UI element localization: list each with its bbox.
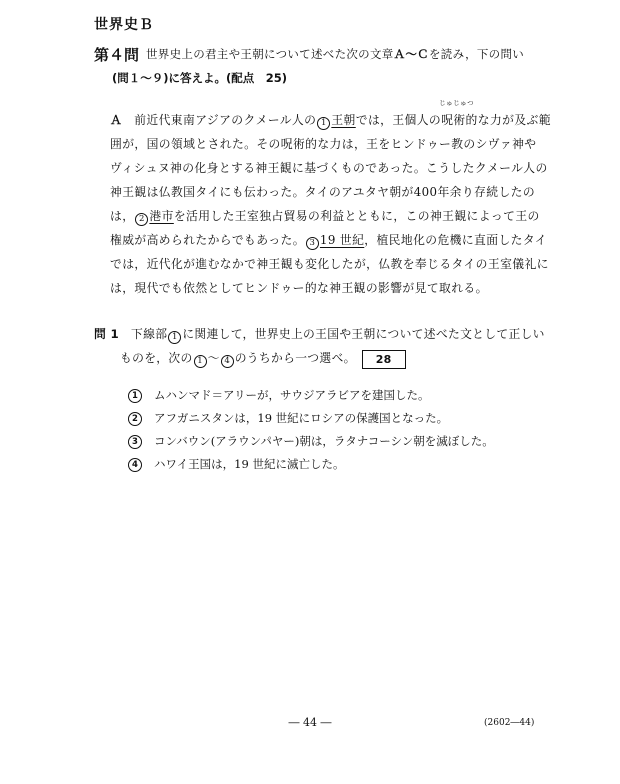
intro-text-b: を読み，下の問い (428, 47, 525, 61)
question-1-label: 問 1 (94, 327, 120, 341)
underline-ref-1: 1 (168, 331, 181, 344)
question-number: 第４問 (94, 46, 140, 64)
range-start-marker: 1 (194, 355, 207, 368)
ruby-base: 呪術 (441, 113, 466, 127)
question-1-line-2 (94, 346, 545, 370)
underline-marker-2: 2 (135, 213, 148, 226)
underlined-term-2: 港市 (149, 209, 174, 223)
underlined-term-3: 19 世紀 (319, 233, 365, 247)
range-separator: ～ (207, 351, 220, 365)
answer-options (128, 384, 494, 476)
passage-text: ，植民地化の危機に直面したタイ (364, 233, 547, 247)
answer-number-box: 28 (362, 350, 406, 369)
passage-a (110, 99, 551, 300)
passage-line: ヴィシュヌ神の化身とする神王観に基づくものであった。こうしたクメール人の (110, 161, 548, 175)
option-3[interactable] (128, 430, 494, 453)
question-intro-line-2: (問１～９)に答えよ。(配点 25) (112, 71, 288, 85)
passage-marker: Ａ (110, 113, 123, 127)
passage-line: 囲が，国の領域とされた。その呪術的な力は，王をヒンドゥー教のシヴァ神や (110, 137, 537, 151)
passage-line: 神王観は仏教国タイにも伝わった。タイのアユタヤ朝が400年余り存続したの (110, 185, 536, 199)
range-end-marker: 4 (221, 355, 234, 368)
passage-line: では，近代化が進むなかで神王観も変化したが，仏教を奉じるタイの王室儀礼に (110, 257, 549, 271)
question-text: 下線部 (131, 327, 168, 341)
intro-text-bold: Ａ～Ｃ (393, 47, 429, 61)
ruby-word (439, 99, 475, 132)
question-text: ものを，次の (120, 351, 193, 365)
option-text: ハワイ王国は，19 世紀に滅亡した。 (154, 457, 345, 471)
passage-text: 権威が高められたからでもあった。 (110, 233, 305, 247)
option-2[interactable] (128, 407, 494, 430)
option-number: 2 (128, 412, 142, 426)
option-number: 1 (128, 389, 142, 403)
subject-title: 世界史Ｂ (94, 17, 154, 33)
option-4[interactable] (128, 453, 494, 476)
option-number: 4 (128, 458, 142, 472)
passage-line (110, 204, 542, 228)
option-text: ムハンマド＝アリーが，サウジアラビアを建国した。 (154, 388, 430, 402)
intro-text-a: 世界史上の君主や王朝について述べた次の文章 (146, 47, 394, 61)
question-1 (94, 322, 545, 370)
ruby-reading: じゅじゅつ (439, 99, 475, 107)
passage-text: は， (110, 209, 135, 223)
question-1-line-1 (94, 322, 545, 346)
question-text: に関連して，世界史上の王国や王朝について述べた文として正しい (182, 327, 545, 341)
option-text: コンバウン(アラウンパヤー)朝は，ラタナコーシン朝を滅ぼした。 (154, 434, 494, 448)
passage-text: を活用した王室独占貿易の利益とともに，この神王観によって王の (173, 209, 540, 223)
passage-line: は，現代でも依然としてヒンドゥー的な神王観の影響が見て取れる。 (110, 281, 488, 295)
option-1[interactable] (128, 384, 494, 407)
document-code: (2602―44) (484, 718, 535, 728)
underline-marker-1: 1 (317, 117, 330, 130)
underline-marker-3: 3 (306, 237, 319, 250)
option-text: アフガニスタンは，19 世紀にロシアの保護国となった。 (154, 411, 449, 425)
passage-line (110, 99, 551, 132)
underlined-term-1: 王朝 (331, 113, 356, 127)
option-number: 3 (128, 435, 142, 449)
passage-text: 前近代東南アジアのクメール人の (134, 113, 317, 127)
question-text: のうちから一つ選べ。 (234, 351, 356, 365)
passage-text: では，王個人の (355, 113, 442, 127)
passage-text: 的な力が及ぶ範 (465, 113, 551, 127)
passage-line (110, 228, 547, 252)
question-intro-line-1 (146, 46, 524, 62)
page-number: ― 44 ― (288, 716, 332, 729)
